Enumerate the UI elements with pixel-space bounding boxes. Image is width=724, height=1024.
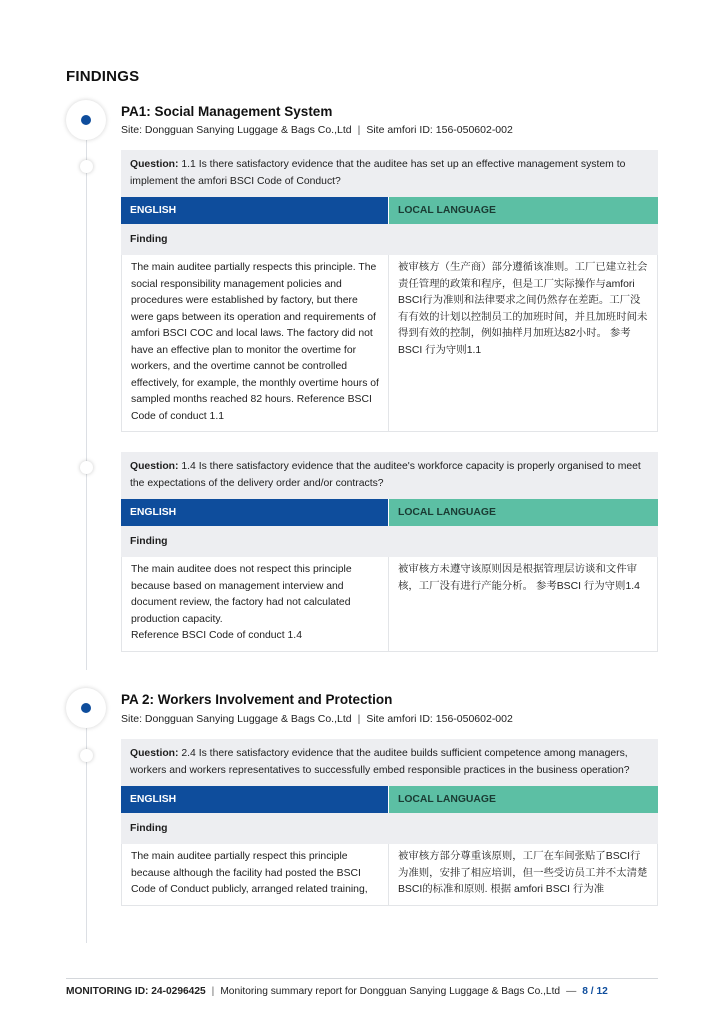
finding-answers xyxy=(121,557,658,652)
question-node xyxy=(80,461,93,474)
monitoring-id: MONITORING ID: 24-0296425 xyxy=(66,986,206,997)
timeline-dot xyxy=(81,703,91,713)
footer-separator: | xyxy=(211,986,215,997)
separator: | xyxy=(357,713,361,725)
question-text xyxy=(121,452,658,499)
separator: | xyxy=(357,124,361,136)
site-amfori-id: Site amfori ID: 156-050602-002 xyxy=(366,713,513,725)
footer xyxy=(66,986,658,997)
question-node xyxy=(80,749,93,762)
site-name: Site: Dongguan Sanying Luggage & Bags Co.,Ltd xyxy=(121,124,352,136)
site-info xyxy=(121,713,513,725)
section-title: PA1: Social Management System xyxy=(121,104,333,119)
question-body: 2.4 Is there satisfactory evidence that the auditee builds sufficient competence among managers, workers and workers representatives to successfully embed responsible practices in the business operation? xyxy=(130,748,630,776)
finding-english: The main auditee partially respect this principle because although the facility had posted the BSCI Code of Conduct publicly, arranged related training, xyxy=(122,844,389,905)
finding-local: 被审核方未遵守该原则因是根据管理层访谈和文件审核，工厂没有进行产能分析。 参考BSCI 行为守则1.4 xyxy=(398,564,640,592)
page-number: 8 / 12 xyxy=(582,986,608,997)
section-title: PA 2: Workers Involvement and Protection xyxy=(121,692,393,707)
question-text xyxy=(121,739,658,786)
question-label: Question: xyxy=(130,748,179,759)
timeline-node xyxy=(66,688,106,728)
question-label: Question: xyxy=(130,159,179,170)
site-info xyxy=(121,124,513,136)
finding-label: Finding xyxy=(121,224,658,255)
finding-local: 被审核方（生产商）部分遵循该准则。工厂已建立社会责任管理的政策和程序，但是工厂实际操作与amfori BSCI行为准则和法律要求之间仍然存在差距。工厂没有有效的计划以控制员工的加班时间，并且加班时间未得到有效的控制，例如抽样月加班达82小时。 参考BSCI 行为守则1.1 xyxy=(398,262,648,356)
english-header: ENGLISH xyxy=(121,197,388,224)
finding-label: Finding xyxy=(121,526,658,557)
footer-dash: — xyxy=(566,986,577,997)
site-amfori-id: Site amfori ID: 156-050602-002 xyxy=(366,124,513,136)
question-node xyxy=(80,160,93,173)
finding-english: The main auditee does not respect this principle because based on management interview and document review, the factory had not calculated production capacity. Reference BSCI Code of conduct 1.4 xyxy=(122,557,389,651)
footer-divider xyxy=(66,978,658,979)
site-name: Site: Dongguan Sanying Luggage & Bags Co.,Ltd xyxy=(121,713,352,725)
local-language-header: LOCAL LANGUAGE xyxy=(388,786,658,813)
question-block xyxy=(121,150,658,432)
question-block xyxy=(121,452,658,652)
finding-answers xyxy=(121,844,658,906)
language-header xyxy=(121,786,658,813)
question-block xyxy=(121,739,658,906)
timeline-dot xyxy=(81,115,91,125)
question-text xyxy=(121,150,658,197)
report-title: Monitoring summary report for Dongguan Sanying Luggage & Bags Co.,Ltd xyxy=(220,986,561,997)
local-language-header: LOCAL LANGUAGE xyxy=(388,499,658,526)
finding-answers xyxy=(121,255,658,432)
finding-label: Finding xyxy=(121,813,658,844)
timeline-line xyxy=(86,140,87,670)
question-body: 1.1 Is there satisfactory evidence that the auditee has set up an effective management system to implement the amfori BSCI Code of Conduct? xyxy=(130,159,626,187)
local-language-header: LOCAL LANGUAGE xyxy=(388,197,658,224)
english-header: ENGLISH xyxy=(121,786,388,813)
finding-local: 被审核方部分尊重该原则，工厂在车间张贴了BSCI行为准则，安排了相应培训，但一些受访员工并不太清楚BSCI的标准和原则. 根据 amfori BSCI 行为准 xyxy=(398,851,648,895)
finding-english: The main auditee partially respects this principle. The social responsibility management policies and procedures were established by factory, but there were gaps between its operation and requirements of amfori BSCI COC and local laws. The factory did not have an effective plan to monitor the overtime for workers, and the overtime cannot be controlled effectively, for example, the monthly overtime hours of sampled months reached 82 hours. Reference BSCI Code of conduct 1.1 xyxy=(122,255,389,431)
page-title: FINDINGS xyxy=(66,68,140,85)
english-header: ENGLISH xyxy=(121,499,388,526)
language-header xyxy=(121,197,658,224)
timeline-node xyxy=(66,100,106,140)
language-header xyxy=(121,499,658,526)
question-label: Question: xyxy=(130,461,179,472)
question-body: 1.4 Is there satisfactory evidence that the auditee's workforce capacity is properly organised to meet the expectations of the delivery order and/or contracts? xyxy=(130,461,641,489)
